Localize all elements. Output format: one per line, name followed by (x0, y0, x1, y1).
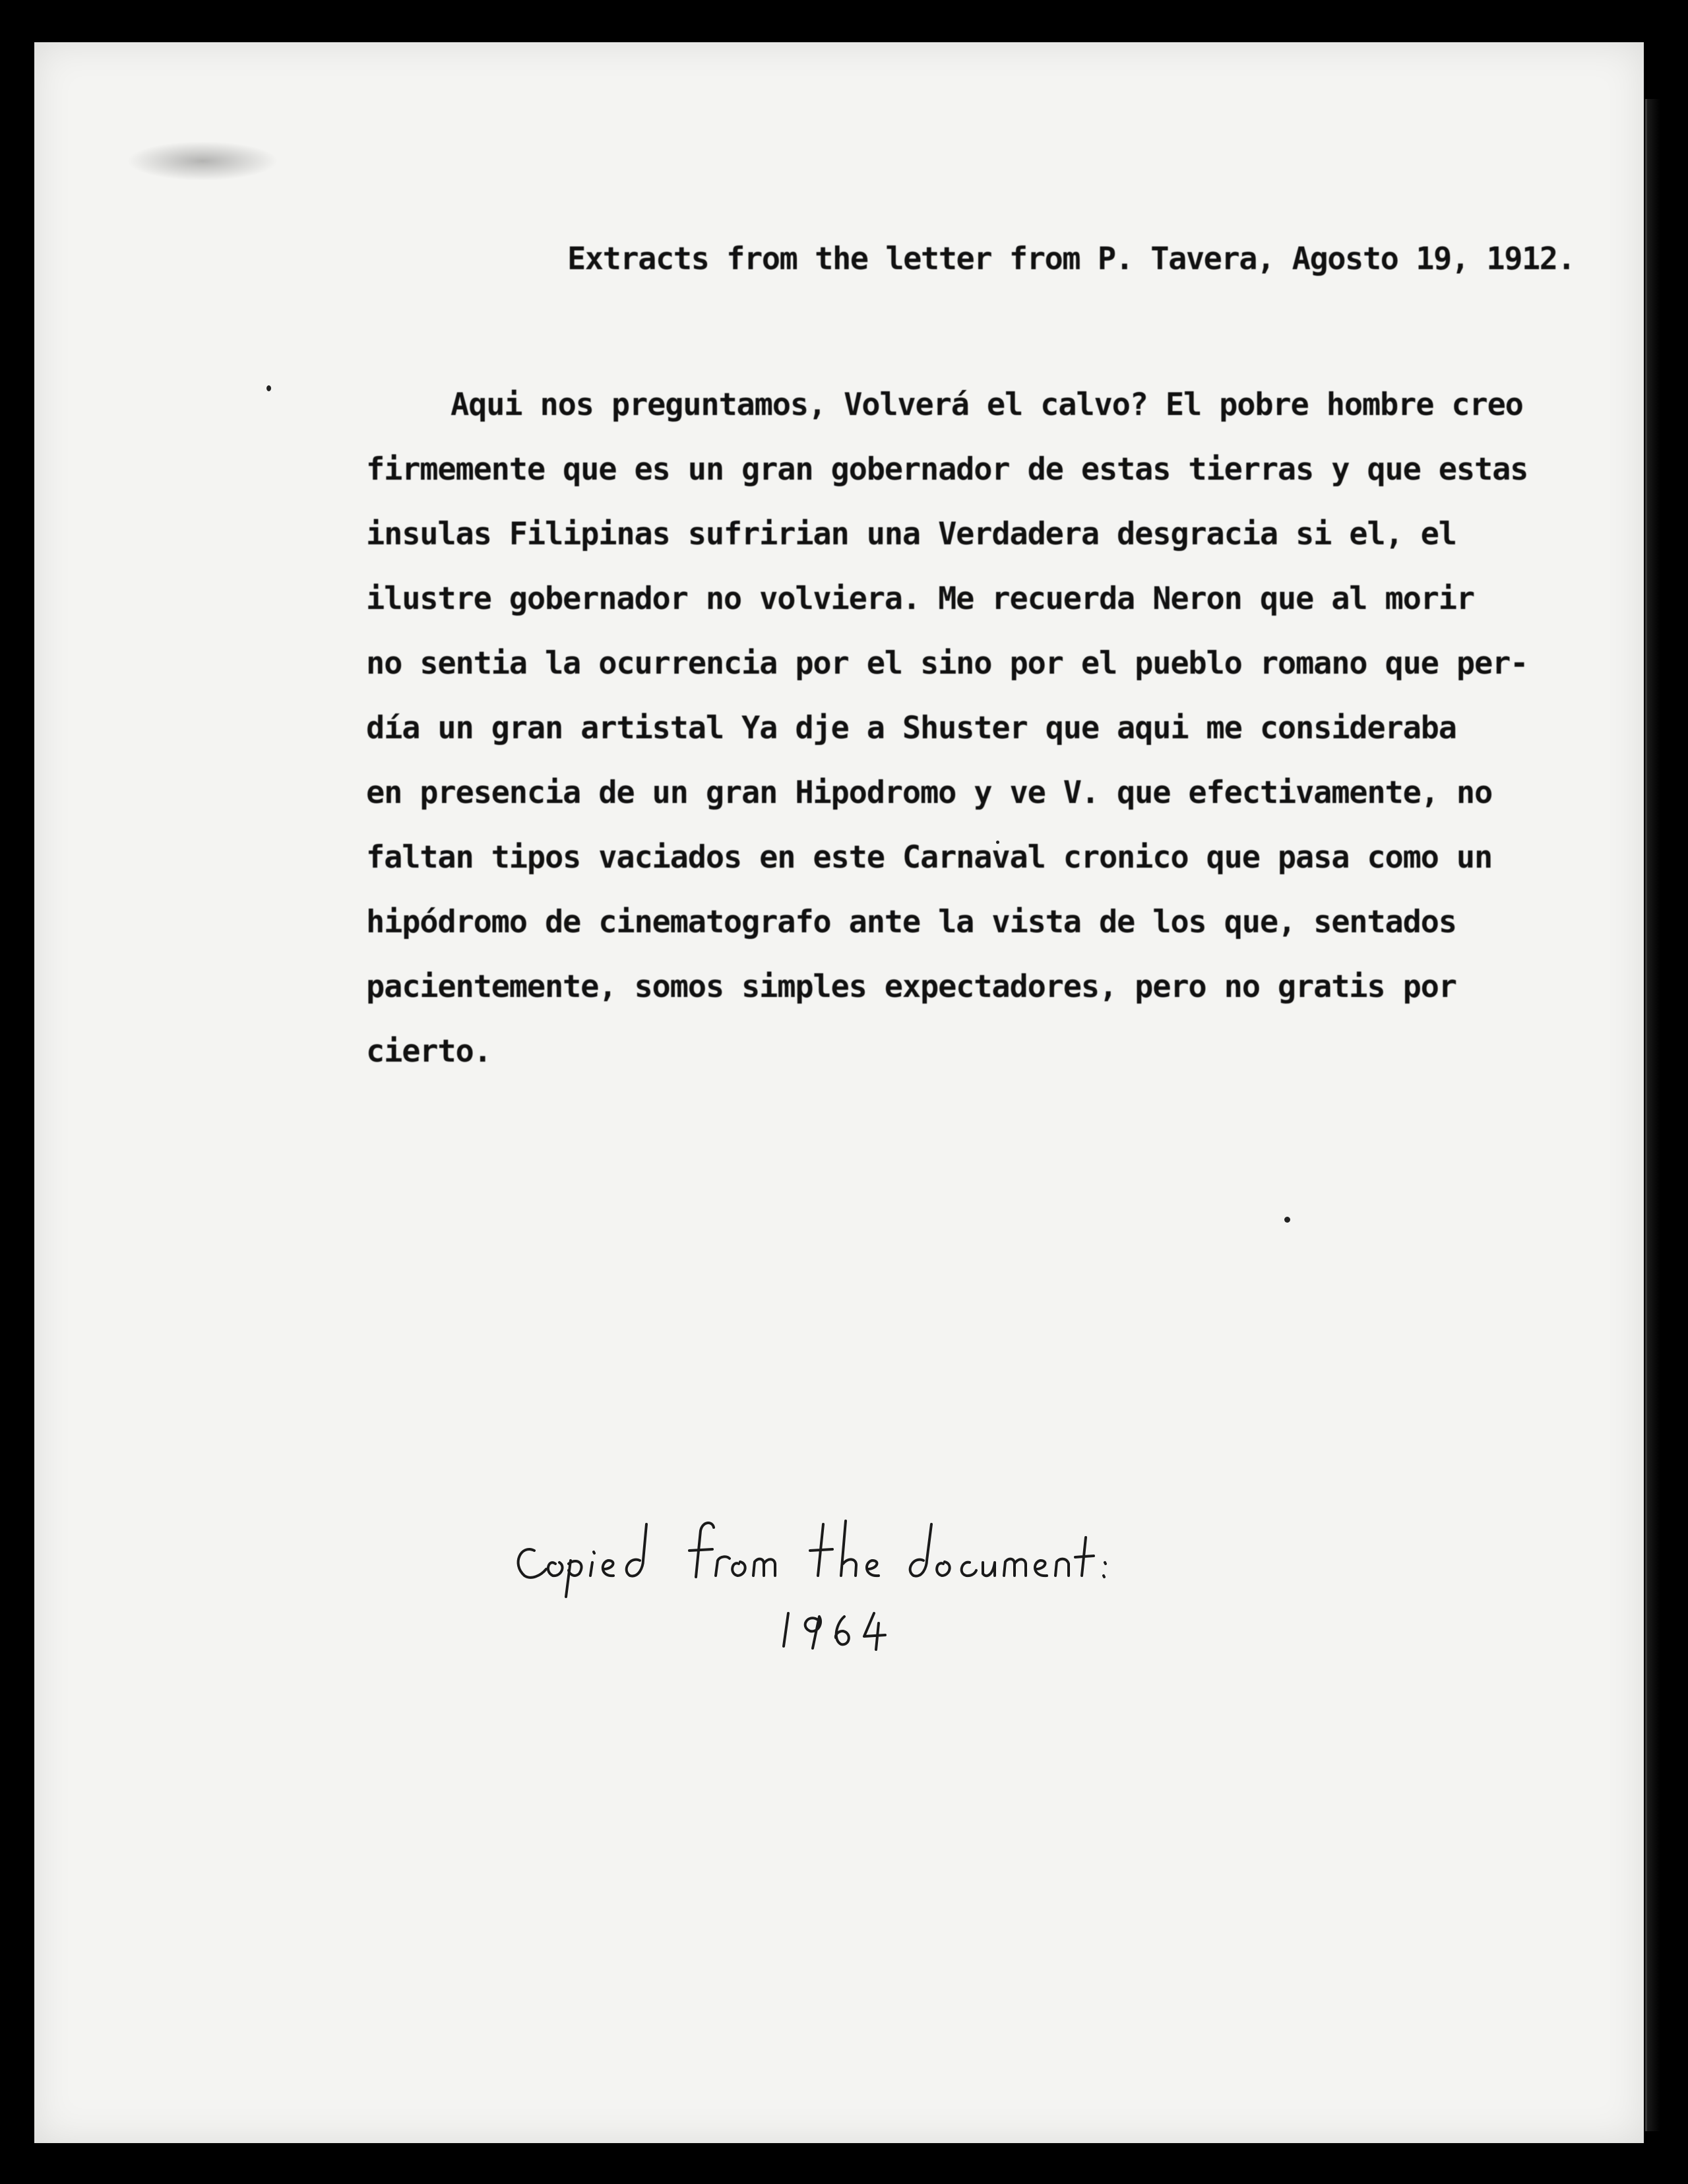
page-edge (1645, 99, 1660, 2131)
letter-body (366, 373, 1528, 1084)
body-line: en presencia de un gran Hipodromo y ve V. que efectivamente, no (366, 775, 1493, 811)
body-line: pacientemente, somos simples expectadores, pero no gratis por (366, 969, 1456, 1005)
body-line: faltan tipos vaciados en este Carnaval cronico que pasa como un (366, 839, 1493, 876)
smudge-mark (127, 141, 278, 181)
document-page (34, 42, 1644, 2143)
body-line: insulas Filipinas sufririan una Verdadera desgracia si el, el (366, 516, 1456, 552)
body-line: Aqui nos preguntamos, Volverá el calvo? El pobre hombre creo (451, 387, 1523, 423)
body-line: ilustre gobernador no volviera. Me recuerda Neron que al morir (366, 581, 1474, 617)
body-line: día un gran artistal Ya dje a Shuster que aqui me consideraba (366, 710, 1456, 746)
page-title: Extracts from the letter from P. Tavera, Agosto 19, 1912. (567, 241, 1575, 277)
ink-speck (1284, 1217, 1290, 1223)
ink-speck (266, 385, 271, 391)
handwritten-note (508, 1498, 1168, 1656)
body-line: no sentia la ocurrencia por el sino por el pueblo romano que per- (366, 645, 1528, 682)
body-line: hipódromo de cinematografo ante la vista de los que, sentados (366, 904, 1456, 940)
body-line: cierto. (366, 1033, 491, 1070)
body-line: firmemente que es un gran gobernador de estas tierras y que estas (366, 451, 1528, 488)
